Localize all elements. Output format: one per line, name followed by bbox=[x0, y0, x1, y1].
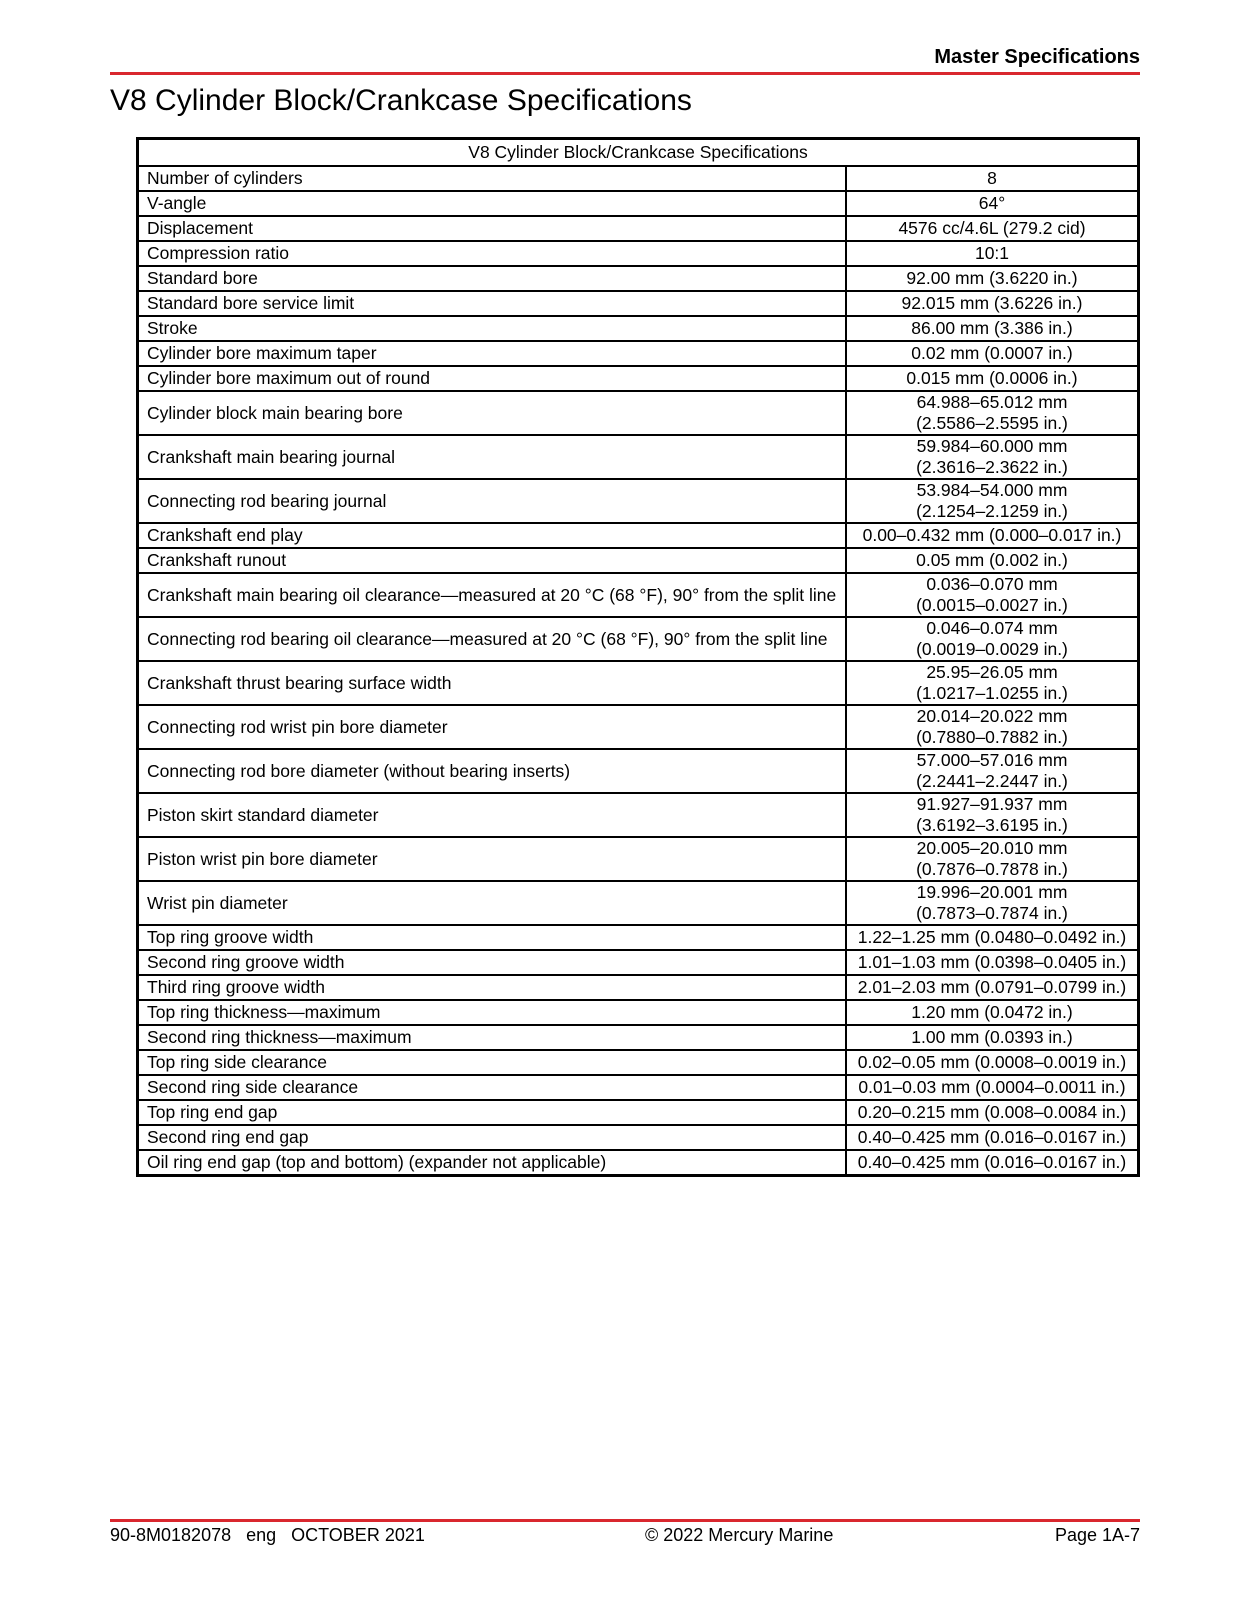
table-row bbox=[138, 881, 1139, 925]
spec-value-line: (2.3616–2.3622 in.) bbox=[916, 457, 1068, 477]
spec-value bbox=[846, 793, 1139, 837]
spec-label: Piston skirt standard diameter bbox=[138, 793, 847, 837]
spec-value bbox=[846, 925, 1139, 950]
table-row bbox=[138, 617, 1139, 661]
table-row bbox=[138, 925, 1139, 950]
table-row bbox=[138, 1000, 1139, 1025]
table-row bbox=[138, 1025, 1139, 1050]
table-caption: V8 Cylinder Block/Crankcase Specifications bbox=[138, 139, 1139, 167]
spec-label: Second ring groove width bbox=[138, 950, 847, 975]
spec-value-line: 92.00 mm (3.6220 in.) bbox=[906, 268, 1078, 288]
table-row bbox=[138, 1075, 1139, 1100]
spec-value-line: 2.01–2.03 mm (0.0791–0.0799 in.) bbox=[857, 977, 1127, 997]
table-row bbox=[138, 573, 1139, 617]
spec-value-line: 0.046–0.074 mm bbox=[926, 618, 1058, 638]
table-row bbox=[138, 1050, 1139, 1075]
spec-value-line: 0.00–0.432 mm (0.000–0.017 in.) bbox=[862, 525, 1122, 545]
spec-value-line: 20.014–20.022 mm bbox=[916, 706, 1068, 726]
spec-label: V-angle bbox=[138, 191, 847, 216]
spec-value bbox=[846, 1100, 1139, 1125]
table-row bbox=[138, 1100, 1139, 1125]
spec-value-line: (0.7876–0.7878 in.) bbox=[916, 859, 1068, 879]
spec-value-line: 20.005–20.010 mm bbox=[916, 838, 1068, 858]
footer-rule bbox=[110, 1519, 1140, 1522]
spec-value-line: 57.000–57.016 mm bbox=[916, 750, 1068, 770]
spec-value bbox=[846, 573, 1139, 617]
spec-label: Third ring groove width bbox=[138, 975, 847, 1000]
spec-label: Crankshaft runout bbox=[138, 548, 847, 573]
spec-value bbox=[846, 749, 1139, 793]
spec-value-line: 0.05 mm (0.002 in.) bbox=[916, 550, 1068, 570]
table-row bbox=[138, 749, 1139, 793]
spec-value-line: 1.00 mm (0.0393 in.) bbox=[911, 1027, 1073, 1047]
spec-label: Top ring thickness—maximum bbox=[138, 1000, 847, 1025]
spec-value bbox=[846, 316, 1139, 341]
spec-value-line: 10:1 bbox=[974, 243, 1010, 263]
spec-label: Standard bore bbox=[138, 266, 847, 291]
spec-value bbox=[846, 837, 1139, 881]
spec-value bbox=[846, 166, 1139, 191]
footer-doc-id: 90-8M0182078 eng OCTOBER 2021 bbox=[110, 1525, 425, 1545]
spec-value bbox=[846, 341, 1139, 366]
table-row bbox=[138, 661, 1139, 705]
spec-value bbox=[846, 1150, 1139, 1176]
spec-value bbox=[846, 975, 1139, 1000]
footer-page-number: Page 1A-7 bbox=[1054, 1525, 1140, 1545]
spec-value bbox=[846, 548, 1139, 573]
table-row bbox=[138, 435, 1139, 479]
spec-value-line: (0.0015–0.0027 in.) bbox=[916, 595, 1068, 615]
spec-label: Cylinder bore maximum out of round bbox=[138, 366, 847, 391]
spec-value bbox=[846, 950, 1139, 975]
spec-label: Top ring side clearance bbox=[138, 1050, 847, 1075]
spec-value bbox=[846, 705, 1139, 749]
spec-value bbox=[846, 216, 1139, 241]
table-row bbox=[138, 316, 1139, 341]
spec-value-line: (3.6192–3.6195 in.) bbox=[916, 815, 1068, 835]
spec-value-line: 4576 cc/4.6L (279.2 cid) bbox=[898, 218, 1086, 238]
spec-value-line: (2.1254–2.1259 in.) bbox=[916, 501, 1068, 521]
spec-value-line: 59.984–60.000 mm bbox=[916, 436, 1068, 456]
table-row bbox=[138, 1150, 1139, 1176]
spec-label: Standard bore service limit bbox=[138, 291, 847, 316]
spec-label: Connecting rod bearing oil clearance—measured at 20 °C (68 °F), 90° from the split line bbox=[138, 617, 847, 661]
spec-value-line: (2.2441–2.2447 in.) bbox=[916, 771, 1068, 791]
spec-table bbox=[136, 137, 1140, 1177]
spec-value bbox=[846, 1000, 1139, 1025]
header-rule bbox=[110, 72, 1140, 75]
table-row bbox=[138, 705, 1139, 749]
spec-label: Compression ratio bbox=[138, 241, 847, 266]
spec-value-line: 8 bbox=[987, 168, 997, 188]
table-row bbox=[138, 341, 1139, 366]
spec-value bbox=[846, 366, 1139, 391]
spec-value bbox=[846, 191, 1139, 216]
spec-label: Crankshaft thrust bearing surface width bbox=[138, 661, 847, 705]
spec-value bbox=[846, 881, 1139, 925]
spec-value-line: 91.927–91.937 mm bbox=[916, 794, 1068, 814]
footer-copyright: © 2022 Mercury Marine bbox=[645, 1525, 834, 1545]
table-row bbox=[138, 837, 1139, 881]
spec-value bbox=[846, 1075, 1139, 1100]
spec-value-line: 0.02 mm (0.0007 in.) bbox=[911, 343, 1073, 363]
spec-value-line: 0.40–0.425 mm (0.016–0.0167 in.) bbox=[857, 1127, 1127, 1147]
spec-label: Connecting rod bore diameter (without bearing inserts) bbox=[138, 749, 847, 793]
table-row bbox=[138, 1125, 1139, 1150]
spec-table-body bbox=[138, 166, 1139, 1176]
spec-value bbox=[846, 391, 1139, 435]
section-label: Master Specifications bbox=[934, 46, 1140, 68]
spec-label: Second ring end gap bbox=[138, 1125, 847, 1150]
spec-value-line: 0.01–0.03 mm (0.0004–0.0011 in.) bbox=[858, 1077, 1126, 1097]
table-row bbox=[138, 793, 1139, 837]
table-row bbox=[138, 523, 1139, 548]
spec-value-line: 64° bbox=[978, 193, 1006, 213]
table-row bbox=[138, 191, 1139, 216]
spec-label: Connecting rod wrist pin bore diameter bbox=[138, 705, 847, 749]
spec-value bbox=[846, 617, 1139, 661]
spec-value bbox=[846, 291, 1139, 316]
table-row bbox=[138, 975, 1139, 1000]
spec-value bbox=[846, 523, 1139, 548]
spec-label: Oil ring end gap (top and bottom) (expander not applicable) bbox=[138, 1150, 847, 1176]
spec-value-line: 1.22–1.25 mm (0.0480–0.0492 in.) bbox=[857, 927, 1127, 947]
spec-label: Crankshaft main bearing oil clearance—measured at 20 °C (68 °F), 90° from the split line bbox=[138, 573, 847, 617]
spec-label: Second ring side clearance bbox=[138, 1075, 847, 1100]
spec-label: Crankshaft main bearing journal bbox=[138, 435, 847, 479]
spec-label: Crankshaft end play bbox=[138, 523, 847, 548]
spec-value-line: (2.5586–2.5595 in.) bbox=[916, 413, 1068, 433]
spec-value-line: 1.01–1.03 mm (0.0398–0.0405 in.) bbox=[857, 952, 1127, 972]
spec-label: Top ring end gap bbox=[138, 1100, 847, 1125]
spec-label: Top ring groove width bbox=[138, 925, 847, 950]
spec-value-line: 92.015 mm (3.6226 in.) bbox=[901, 293, 1083, 313]
spec-value-line: 25.95–26.05 mm bbox=[926, 662, 1058, 682]
spec-value-line: (0.0019–0.0029 in.) bbox=[916, 639, 1068, 659]
table-row bbox=[138, 950, 1139, 975]
spec-label: Second ring thickness—maximum bbox=[138, 1025, 847, 1050]
table-row bbox=[138, 479, 1139, 523]
spec-label: Number of cylinders bbox=[138, 166, 847, 191]
table-row bbox=[138, 241, 1139, 266]
spec-value-line: 86.00 mm (3.386 in.) bbox=[911, 318, 1073, 338]
spec-value-line: (0.7873–0.7874 in.) bbox=[916, 903, 1068, 923]
spec-value bbox=[846, 241, 1139, 266]
table-row bbox=[138, 291, 1139, 316]
spec-label: Cylinder block main bearing bore bbox=[138, 391, 847, 435]
spec-value-line: (0.7880–0.7882 in.) bbox=[916, 727, 1068, 747]
spec-label: Wrist pin diameter bbox=[138, 881, 847, 925]
spec-value bbox=[846, 1125, 1139, 1150]
table-row bbox=[138, 391, 1139, 435]
spec-value bbox=[846, 661, 1139, 705]
table-row bbox=[138, 266, 1139, 291]
spec-value-line: (1.0217–1.0255 in.) bbox=[916, 683, 1068, 703]
spec-value-line: 0.40–0.425 mm (0.016–0.0167 in.) bbox=[857, 1152, 1127, 1172]
spec-value bbox=[846, 479, 1139, 523]
spec-value-line: 53.984–54.000 mm bbox=[916, 480, 1068, 500]
table-row bbox=[138, 216, 1139, 241]
spec-value bbox=[846, 266, 1139, 291]
spec-label: Displacement bbox=[138, 216, 847, 241]
spec-value bbox=[846, 1025, 1139, 1050]
spec-value bbox=[846, 435, 1139, 479]
table-row bbox=[138, 166, 1139, 191]
spec-value-line: 0.036–0.070 mm bbox=[926, 574, 1058, 594]
spec-label: Piston wrist pin bore diameter bbox=[138, 837, 847, 881]
table-row bbox=[138, 366, 1139, 391]
spec-value-line: 0.20–0.215 mm (0.008–0.0084 in.) bbox=[857, 1102, 1127, 1122]
spec-value-line: 1.20 mm (0.0472 in.) bbox=[911, 1002, 1073, 1022]
spec-value-line: 19.996–20.001 mm bbox=[916, 882, 1068, 902]
spec-value-line: 0.02–0.05 mm (0.0008–0.0019 in.) bbox=[857, 1052, 1127, 1072]
spec-value-line: 64.988–65.012 mm bbox=[916, 392, 1068, 412]
spec-label: Stroke bbox=[138, 316, 847, 341]
page-title: V8 Cylinder Block/Crankcase Specifications bbox=[110, 84, 692, 117]
spec-label: Connecting rod bearing journal bbox=[138, 479, 847, 523]
spec-value-line: 0.015 mm (0.0006 in.) bbox=[906, 368, 1078, 388]
table-row bbox=[138, 548, 1139, 573]
spec-value bbox=[846, 1050, 1139, 1075]
spec-label: Cylinder bore maximum taper bbox=[138, 341, 847, 366]
